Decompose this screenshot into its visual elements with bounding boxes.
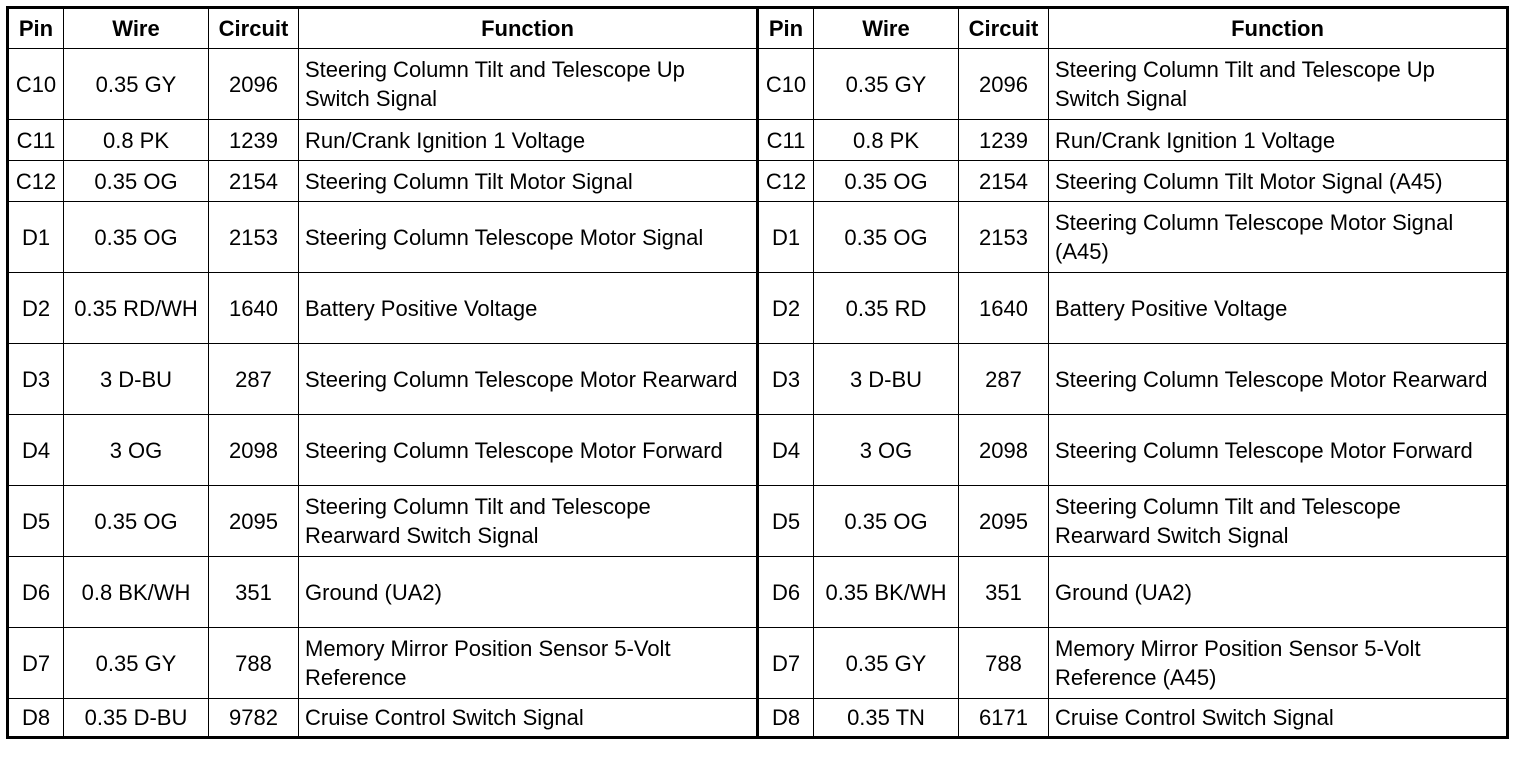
circuit-cell: 6171 bbox=[959, 699, 1049, 738]
function-cell: Steering Column Tilt and Telescope Rearward Switch Signal bbox=[1049, 486, 1508, 557]
pin-cell: C11 bbox=[758, 120, 814, 161]
circuit-cell: 287 bbox=[209, 344, 299, 415]
wire-cell: 3 OG bbox=[814, 415, 959, 486]
pin-cell: D2 bbox=[758, 273, 814, 344]
circuit-cell: 1640 bbox=[209, 273, 299, 344]
pin-cell: C12 bbox=[758, 161, 814, 202]
function-cell: Steering Column Telescope Motor Forward bbox=[1049, 415, 1508, 486]
function-cell: Steering Column Telescope Motor Rearward bbox=[299, 344, 758, 415]
pin-cell: D1 bbox=[8, 202, 64, 273]
table-row bbox=[8, 699, 1508, 738]
table-row bbox=[8, 486, 1508, 557]
wire-cell: 0.35 GY bbox=[64, 49, 209, 120]
function-cell: Steering Column Tilt and Telescope Up Switch Signal bbox=[1049, 49, 1508, 120]
table-row bbox=[8, 49, 1508, 120]
header-circuit: Circuit bbox=[209, 8, 299, 49]
function-cell: Steering Column Tilt and Telescope Up Switch Signal bbox=[299, 49, 758, 120]
wire-cell: 0.35 OG bbox=[814, 202, 959, 273]
wire-cell: 0.35 TN bbox=[814, 699, 959, 738]
function-cell: Ground (UA2) bbox=[1049, 557, 1508, 628]
wire-cell: 0.35 RD bbox=[814, 273, 959, 344]
wire-cell: 0.35 GY bbox=[64, 628, 209, 699]
pin-cell: D4 bbox=[758, 415, 814, 486]
table-row bbox=[8, 161, 1508, 202]
pin-cell: D6 bbox=[8, 557, 64, 628]
function-cell: Memory Mirror Position Sensor 5-Volt Reference bbox=[299, 628, 758, 699]
circuit-cell: 2154 bbox=[959, 161, 1049, 202]
wire-cell: 0.8 PK bbox=[64, 120, 209, 161]
function-cell: Cruise Control Switch Signal bbox=[299, 699, 758, 738]
pin-cell: D3 bbox=[8, 344, 64, 415]
circuit-cell: 1239 bbox=[959, 120, 1049, 161]
pin-cell: C10 bbox=[8, 49, 64, 120]
function-cell: Steering Column Telescope Motor Rearward bbox=[1049, 344, 1508, 415]
pin-cell: D6 bbox=[758, 557, 814, 628]
circuit-cell: 9782 bbox=[209, 699, 299, 738]
header-row bbox=[8, 8, 1508, 49]
pin-cell: C11 bbox=[8, 120, 64, 161]
circuit-cell: 351 bbox=[959, 557, 1049, 628]
pin-cell: D7 bbox=[758, 628, 814, 699]
function-cell: Steering Column Telescope Motor Signal (A45) bbox=[1049, 202, 1508, 273]
pin-cell: C10 bbox=[758, 49, 814, 120]
table-row bbox=[8, 120, 1508, 161]
wire-cell: 0.35 OG bbox=[64, 202, 209, 273]
function-cell: Battery Positive Voltage bbox=[1049, 273, 1508, 344]
wire-cell: 0.35 BK/WH bbox=[814, 557, 959, 628]
pin-cell: D4 bbox=[8, 415, 64, 486]
header-pin: Pin bbox=[8, 8, 64, 49]
circuit-cell: 2098 bbox=[959, 415, 1049, 486]
circuit-cell: 2095 bbox=[959, 486, 1049, 557]
table-row bbox=[8, 628, 1508, 699]
circuit-cell: 287 bbox=[959, 344, 1049, 415]
pin-cell: D5 bbox=[8, 486, 64, 557]
table-row bbox=[8, 344, 1508, 415]
function-cell: Steering Column Telescope Motor Forward bbox=[299, 415, 758, 486]
circuit-cell: 2096 bbox=[959, 49, 1049, 120]
wire-cell: 0.35 OG bbox=[64, 486, 209, 557]
function-cell: Ground (UA2) bbox=[299, 557, 758, 628]
circuit-cell: 2154 bbox=[209, 161, 299, 202]
table-row bbox=[8, 415, 1508, 486]
wire-cell: 0.35 GY bbox=[814, 49, 959, 120]
function-cell: Cruise Control Switch Signal bbox=[1049, 699, 1508, 738]
connector-pinout-table bbox=[6, 6, 1509, 739]
table-row bbox=[8, 557, 1508, 628]
wire-cell: 0.8 BK/WH bbox=[64, 557, 209, 628]
wire-cell: 0.8 PK bbox=[814, 120, 959, 161]
wire-cell: 0.35 OG bbox=[814, 486, 959, 557]
pin-cell: C12 bbox=[8, 161, 64, 202]
pin-cell: D5 bbox=[758, 486, 814, 557]
wire-cell: 0.35 D-BU bbox=[64, 699, 209, 738]
wire-cell: 3 OG bbox=[64, 415, 209, 486]
function-cell: Memory Mirror Position Sensor 5-Volt Reference (A45) bbox=[1049, 628, 1508, 699]
circuit-cell: 2096 bbox=[209, 49, 299, 120]
pin-cell: D8 bbox=[758, 699, 814, 738]
wire-cell: 3 D-BU bbox=[64, 344, 209, 415]
circuit-cell: 2098 bbox=[209, 415, 299, 486]
function-cell: Run/Crank Ignition 1 Voltage bbox=[1049, 120, 1508, 161]
function-cell: Steering Column Tilt and Telescope Rearward Switch Signal bbox=[299, 486, 758, 557]
wire-cell: 3 D-BU bbox=[814, 344, 959, 415]
table-row bbox=[8, 202, 1508, 273]
header-wire: Wire bbox=[64, 8, 209, 49]
wire-cell: 0.35 RD/WH bbox=[64, 273, 209, 344]
wire-cell: 0.35 OG bbox=[64, 161, 209, 202]
header-function: Function bbox=[299, 8, 758, 49]
circuit-cell: 2095 bbox=[209, 486, 299, 557]
pin-cell: D7 bbox=[8, 628, 64, 699]
header-wire: Wire bbox=[814, 8, 959, 49]
circuit-cell: 1640 bbox=[959, 273, 1049, 344]
header-function: Function bbox=[1049, 8, 1508, 49]
circuit-cell: 2153 bbox=[959, 202, 1049, 273]
header-circuit: Circuit bbox=[959, 8, 1049, 49]
table-row bbox=[8, 273, 1508, 344]
function-cell: Steering Column Tilt Motor Signal bbox=[299, 161, 758, 202]
function-cell: Battery Positive Voltage bbox=[299, 273, 758, 344]
pin-cell: D8 bbox=[8, 699, 64, 738]
header-pin: Pin bbox=[758, 8, 814, 49]
wire-cell: 0.35 OG bbox=[814, 161, 959, 202]
circuit-cell: 1239 bbox=[209, 120, 299, 161]
function-cell: Run/Crank Ignition 1 Voltage bbox=[299, 120, 758, 161]
function-cell: Steering Column Telescope Motor Signal bbox=[299, 202, 758, 273]
circuit-cell: 788 bbox=[209, 628, 299, 699]
circuit-cell: 2153 bbox=[209, 202, 299, 273]
function-cell: Steering Column Tilt Motor Signal (A45) bbox=[1049, 161, 1508, 202]
pin-cell: D1 bbox=[758, 202, 814, 273]
circuit-cell: 351 bbox=[209, 557, 299, 628]
pin-cell: D3 bbox=[758, 344, 814, 415]
circuit-cell: 788 bbox=[959, 628, 1049, 699]
wire-cell: 0.35 GY bbox=[814, 628, 959, 699]
pin-cell: D2 bbox=[8, 273, 64, 344]
